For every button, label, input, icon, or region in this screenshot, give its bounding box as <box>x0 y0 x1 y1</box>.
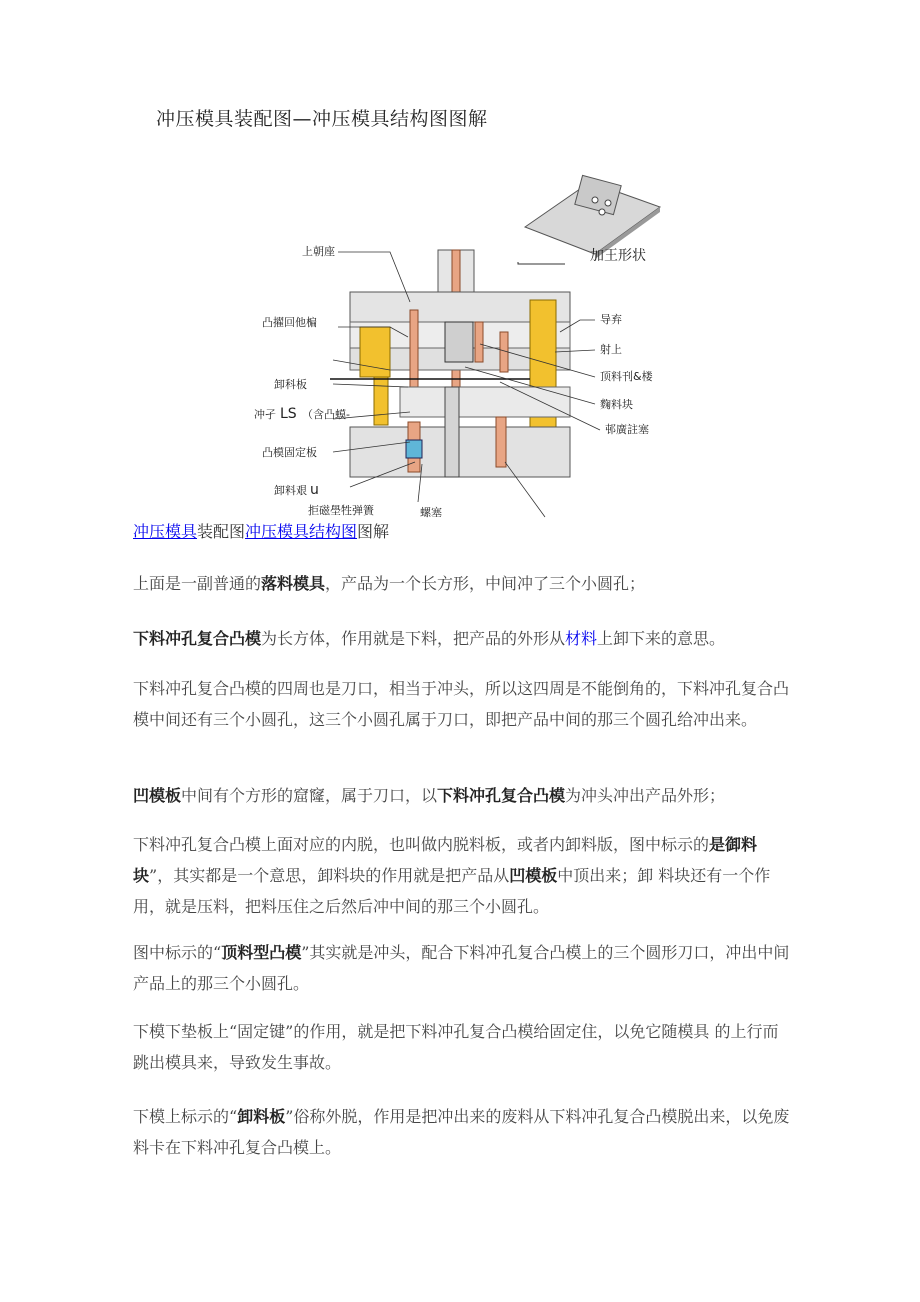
paragraph-3: 下料冲孔复合凸模的四周也是刀口，相当于冲头，所以这四周是不能倒角的，下料冲孔复合凸模中间还有三个小圆孔，这三个小圆孔属于刀口，即把产品中间的那三个圆孔给冲出来。 <box>133 679 790 729</box>
link-material[interactable]: 材料 <box>565 629 598 648</box>
paragraph-5: 下料冲孔复合凸模上面对应的内脱，也叫做内脱料板，或者内卸料版，图中标示的是御料块”，其实都是一个意思，卸料块的作用就是把产品从凹模板中顶出来；卸 料块还有一个作用，就是压料，把料压住之后然后冲中间的那三个小圆孔。 <box>133 835 771 916</box>
caption-text-2: 图解 <box>357 522 390 541</box>
caption-text-1: 装配图 <box>197 522 246 541</box>
label-die-plate: 凸模固定板 <box>262 446 317 459</box>
label-guide: 导弃 <box>600 313 622 326</box>
figure-caption <box>133 519 389 542</box>
label-punch-code: LS <box>280 406 297 422</box>
label-punch-suffix: （含凸蟆- <box>302 408 350 421</box>
label-ejector: 顶料刊&楼 <box>600 370 653 383</box>
die-assembly-diagram <box>250 172 670 522</box>
caption-link-structure[interactable]: 冲压模具结构图 <box>245 522 358 541</box>
stripper-block <box>445 322 473 362</box>
paragraph-6: 图中标示的“顶料型凸模”其实就是冲头，配合下料冲孔复合凸模上的三个圆形刀口，冲出中间产品上的那三个小圆孔。 <box>133 943 790 993</box>
die-assembly-figure <box>250 172 670 522</box>
label-stripper-2-mark: u <box>310 482 319 498</box>
die-plate <box>400 387 570 417</box>
page-title: 冲压模具装配图—冲压模具结构图图解 <box>156 108 488 130</box>
punch-right <box>475 322 483 362</box>
label-block: 麴料块 <box>600 398 633 411</box>
guide-post-left <box>374 377 388 425</box>
label-product-shape: 加王形状 <box>590 248 646 264</box>
label-shoot: 射上 <box>600 343 622 356</box>
die-center <box>445 387 459 477</box>
paragraph-8: 下模上标示的“卸料板”俗称外脱，作用是把冲出来的废料从下料冲孔复合凸模脱出来，以免废料卡在下料冲孔复合凸模上。 <box>133 1107 790 1157</box>
bottom-plate <box>350 427 570 477</box>
label-top-plate: 上朝座 <box>302 245 335 258</box>
paragraph-1: 上面是一副普通的落料模具，产品为一个长方形，中间冲了三个小圆孔； <box>133 574 646 593</box>
lower-pin <box>496 417 506 467</box>
paragraph-4: 凹模板中间有个方形的窟窿，属于刀口，以下料冲孔复合凸模为冲头冲出产品外形； <box>133 786 726 805</box>
label-punch: 冲孑 <box>254 408 276 421</box>
label-stopper: 邨廣註塞 <box>605 423 649 436</box>
spring <box>406 440 422 458</box>
caption-link-stamping-die[interactable]: 冲压模具 <box>133 522 198 541</box>
label-plug: 螺塞 <box>420 506 442 519</box>
label-punch-holder: 凸擢回他楄 <box>262 316 317 329</box>
paragraph-7: 下模下垫板上“固定键”的作用，就是把下料冲孔复合凸模给固定住，以免它随模具 的上行而跳出模具来，导致发生事故。 <box>133 1022 779 1072</box>
label-spring: 拒磁壆牲弹簀 <box>308 504 374 517</box>
label-stripper: 卸科板 <box>274 378 307 391</box>
label-stripper-2: 卸料艰 <box>274 484 307 497</box>
paragraph-2: 下料冲孔复合凸模为长方体，作用就是下料，把产品的外形从材料上卸下来的意思。 <box>133 629 726 648</box>
